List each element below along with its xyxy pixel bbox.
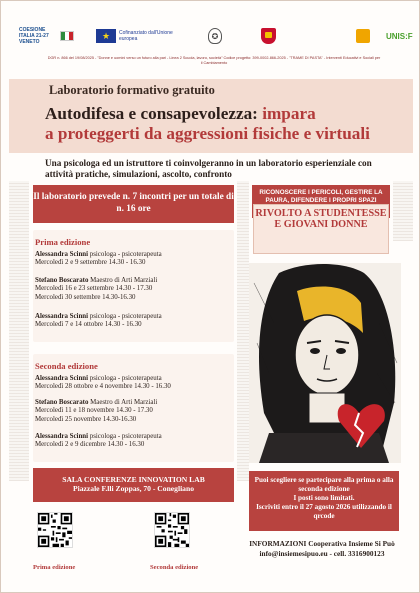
edition-2-entry bbox=[35, 375, 235, 392]
edition-2-entry bbox=[35, 433, 235, 450]
contact-details[interactable]: info@insiemesipuo.eu - cell. 3316900123 bbox=[259, 548, 385, 558]
title-line-1 bbox=[45, 104, 316, 124]
entry-role: psicologa - psicoterapeuta bbox=[88, 375, 162, 382]
tricolor-icon bbox=[60, 31, 74, 41]
eu-logo bbox=[96, 23, 177, 49]
entry-name: Alessandra Scinni bbox=[35, 251, 89, 258]
incontri-box: Il laboratorio prevede n. 7 incontri per un totale di n. 16 ore bbox=[33, 185, 234, 223]
edition-1-entry bbox=[35, 277, 235, 302]
newsprint-middle bbox=[237, 181, 249, 481]
newsprint-left bbox=[9, 181, 29, 481]
unisf-logo bbox=[386, 23, 413, 49]
qr-code-edition-1[interactable] bbox=[37, 512, 73, 548]
edition-1-entry bbox=[35, 313, 235, 330]
unisf-logo-text: UNIS:F bbox=[386, 31, 413, 41]
entry-name: Stefano Boscarato bbox=[35, 277, 89, 284]
edition-1-entry bbox=[35, 251, 235, 268]
entry-role: psicologa - psicoterapeuta bbox=[88, 313, 162, 320]
venue-box bbox=[33, 468, 234, 502]
contact-info bbox=[232, 539, 412, 558]
edition-1-title: Prima edizione bbox=[35, 237, 91, 247]
target-box: RIVOLTO A STUDENTESSE E GIOVANI DONNE bbox=[253, 204, 389, 254]
goals-box: RICONOSCERE I PERICOLI, GESTIRE LA PAURA, DIFENDERE I PROPRI SPAZI bbox=[252, 185, 390, 218]
eu-logo-text: Cofinanziato dall'Unione europea bbox=[119, 30, 173, 42]
newsprint-right bbox=[393, 181, 413, 241]
eu-flag-icon: ★ bbox=[96, 29, 116, 43]
entry-role: Maestro di Arti Marziali bbox=[88, 399, 158, 406]
entry-date: Mercoledì 30 settembre 14.30-16.30 bbox=[35, 293, 136, 301]
qr-label-edition-1: Prima edizione bbox=[33, 564, 76, 571]
isp-logo-icon bbox=[356, 29, 370, 43]
entry-date: Mercoledì 25 novembre 14.30-16.30 bbox=[35, 415, 137, 423]
woman-portrait-illustration bbox=[249, 263, 401, 463]
entry-date: Mercoledì 7 e 14 ottobre 14.30 - 16.30 bbox=[35, 321, 142, 329]
entry-date: Mercoledì 16 e 23 settembre 14.30 - 17.30 bbox=[35, 285, 153, 293]
republic-emblem bbox=[208, 23, 222, 49]
contact-org: INFORMAZIONI Cooperativa Insieme Si Può bbox=[249, 539, 395, 548]
emblem-icon: ✪ bbox=[208, 28, 222, 44]
qr-label-edition-2: Seconda edizione bbox=[150, 564, 199, 571]
signup-box bbox=[249, 471, 399, 531]
logo-bar bbox=[11, 23, 411, 49]
entry-role: Maestro di Arti Marziali bbox=[88, 277, 158, 284]
venue-name: SALA CONFERENZE INNOVATION LAB bbox=[62, 475, 205, 484]
coesione-logo bbox=[19, 23, 74, 49]
edition-2-entry bbox=[35, 399, 235, 424]
entry-role: psicologa - psicoterapeuta bbox=[88, 433, 162, 440]
coesione-logo-text: COESIONE ITALIA 21-27 VENETO bbox=[19, 27, 49, 45]
regione-veneto-logo bbox=[261, 23, 276, 49]
entry-name: Stefano Boscarato bbox=[35, 399, 89, 406]
title-part-1: Autodifesa e consapevolezza: bbox=[45, 104, 263, 123]
signup-deadline: Iscriviti entro il 27 agosto 2026 utilizzando il qrcode bbox=[256, 503, 392, 520]
subtitle: Laboratorio formativo gratuito bbox=[49, 83, 215, 97]
venue-address: Piazzale F.lli Zoppas, 70 - Conegliano bbox=[72, 484, 194, 493]
signup-choice: Puoi scegliere se partecipare alla prima o alla seconda edizione bbox=[254, 476, 394, 493]
entry-date: Mercoledì 2 e 9 settembre 14.30 - 16.30 bbox=[35, 259, 146, 267]
lion-crest-icon bbox=[261, 28, 276, 44]
edition-2-title: Seconda edizione bbox=[35, 361, 98, 371]
title-accent: impara bbox=[262, 104, 316, 123]
signup-limited: I posti sono limitati. bbox=[293, 494, 355, 502]
intro-text: Una psicologa ed un istruttore ti coinvolgeranno in un laboratorio esperienziale con attività pratiche, simulazioni, ascolto, confronto bbox=[45, 158, 372, 179]
entry-role: psicologa - psicoterapeuta bbox=[88, 251, 162, 258]
entry-name: Alessandra Scinni bbox=[35, 313, 89, 320]
entry-date: Mercoledì 28 ottobre e 4 novembre 14.30 - 16.30 bbox=[35, 383, 171, 391]
entry-name: Alessandra Scinni bbox=[35, 375, 89, 382]
entry-date: Mercoledì 11 e 18 novembre 14.30 - 17.30 bbox=[35, 407, 153, 415]
project-reference: DGR n. 866 del 19/08/2025 - "Donne e uomini verso un futuro alla pari - Linea 2 Scuola, lavoro, società" Codice progetto: 399-0002-866-2025 - "TRAME DI PASTA" - Interventi Educativi e Sociali per il Cambiamento bbox=[47, 56, 381, 65]
entry-date: Mercoledì 2 e 9 dicembre 14.30 - 16.30 bbox=[35, 441, 145, 449]
entry-name: Alessandra Scinni bbox=[35, 433, 89, 440]
title-line-2: a proteggerti da aggressioni fisiche e virtuali bbox=[45, 124, 370, 143]
isp-logo bbox=[356, 23, 370, 49]
qr-code-edition-2[interactable] bbox=[154, 512, 190, 548]
